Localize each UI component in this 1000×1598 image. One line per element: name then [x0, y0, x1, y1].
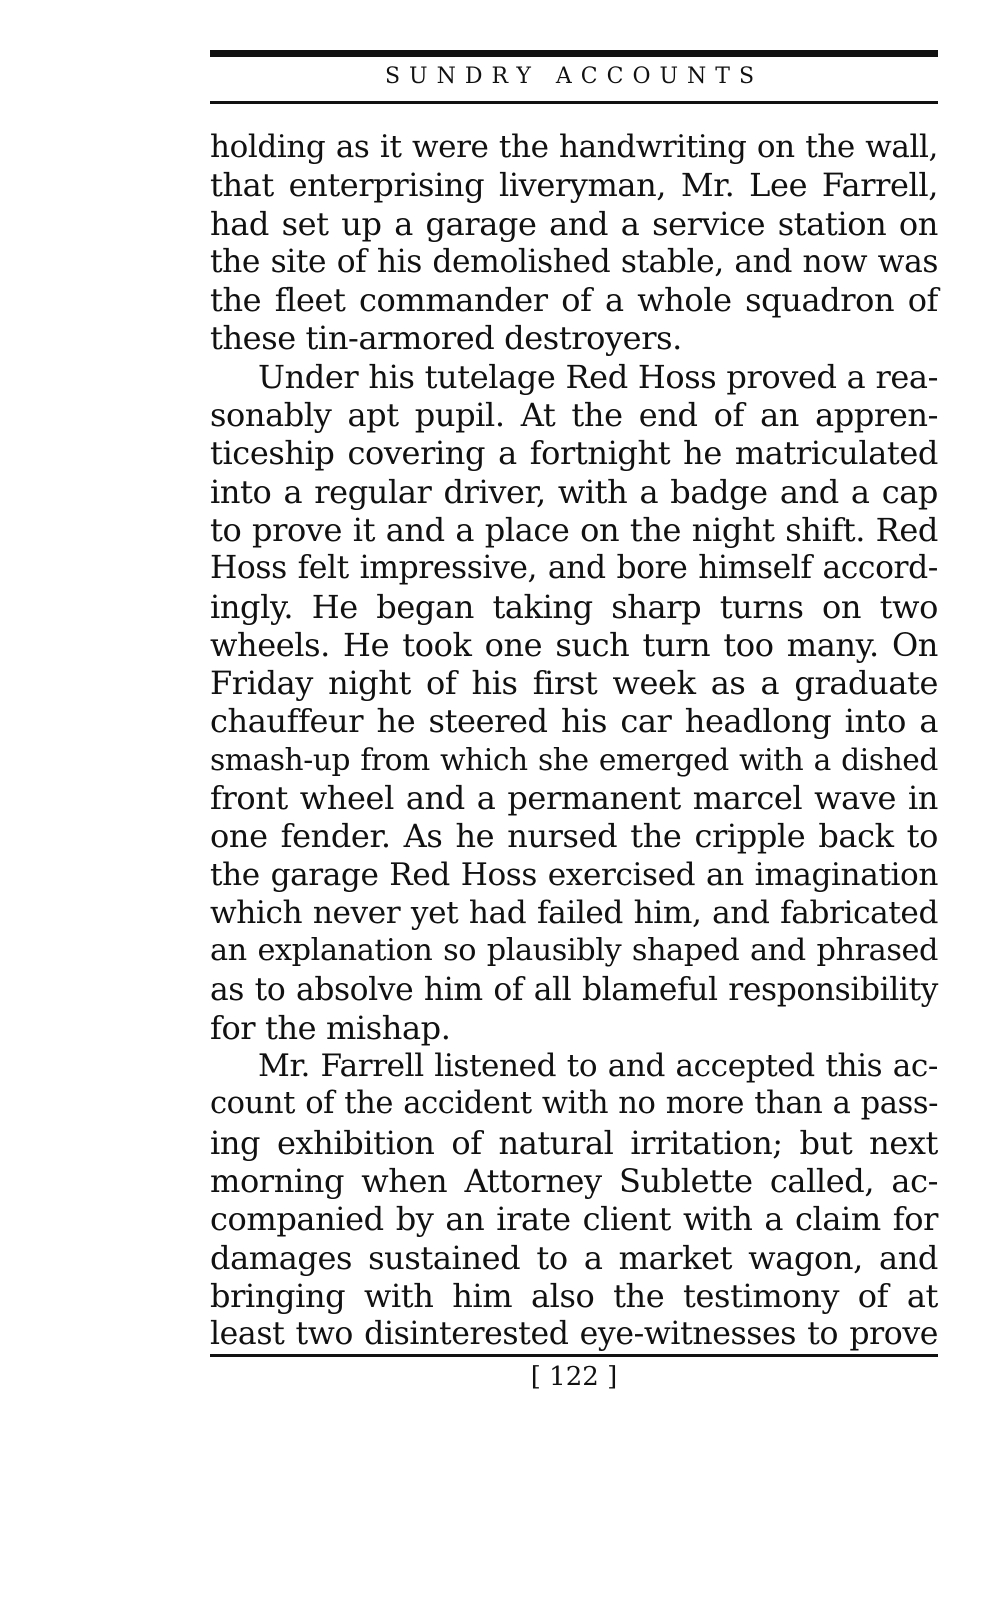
- paragraph-end-line: for the mishap.: [210, 1008, 451, 1047]
- text-line: as to absolve him of all blameful responsibility: [210, 971, 938, 1008]
- footer-rule: [210, 1354, 938, 1357]
- header-rule-thin: [210, 101, 938, 104]
- text-line: one fender. As he nursed the cripple back to: [210, 817, 938, 856]
- text-line: into a regular driver, with a badge and a cap: [210, 472, 938, 511]
- page-number: [ 122 ]: [530, 1362, 618, 1392]
- text-line: least two disinterested eye-witnesses to prove: [210, 1316, 938, 1353]
- paragraph-start-line: Mr. Farrell listened to and accepted this ac-: [258, 1048, 938, 1085]
- text-line: an explanation so plausibly shaped and phrased: [210, 933, 938, 969]
- text-line: sonably apt pupil. At the end of an appren-: [210, 396, 938, 435]
- text-line: the site of his demolished stable, and now was: [210, 243, 938, 280]
- text-line: smash-up from which she emerged with a dished: [210, 741, 938, 777]
- text-line: the garage Red Hoss exercised an imagination: [210, 856, 938, 893]
- paragraph-end-line: these tin-armored destroyers.: [210, 319, 682, 358]
- text-line: count of the accident with no more than a pass-: [210, 1086, 938, 1122]
- text-line: ticeship covering a fortnight he matriculated: [210, 434, 938, 473]
- text-line: bringing with him also the testimony of at: [210, 1276, 938, 1315]
- text-line: companied by an irate client with a claim for: [210, 1200, 938, 1239]
- text-line: Friday night of his first week as a graduate: [210, 664, 938, 703]
- text-line: holding as it were the handwriting on the wall,: [210, 129, 938, 165]
- paragraph-start-line: Under his tutelage Red Hoss proved a rea-: [258, 357, 938, 396]
- running-head: SUNDRY ACCOUNTS: [384, 64, 764, 89]
- text-line: morning when Attorney Sublette called, ac-: [210, 1162, 938, 1201]
- text-line: chauffeur he steered his car headlong into a: [210, 702, 938, 741]
- text-line: the fleet commander of a whole squadron of: [210, 281, 938, 320]
- text-line: ingly. He began taking sharp turns on two: [210, 587, 938, 626]
- header-rule-thick: [210, 50, 938, 57]
- text-line: that enterprising liveryman, Mr. Lee Farrell,: [210, 166, 938, 205]
- text-line: damages sustained to a market wagon, and: [210, 1238, 938, 1277]
- text-line: had set up a garage and a service station on: [210, 204, 938, 243]
- text-line: Hoss felt impressive, and bore himself accord-: [210, 550, 938, 587]
- text-line: to prove it and a place on the night shift. Red: [210, 510, 938, 549]
- text-line: wheels. He took one such turn too many. On: [210, 625, 938, 664]
- body-text: [210, 128, 938, 1354]
- text-line: ing exhibition of natural irritation; but next: [210, 1123, 938, 1162]
- text-line: which never yet had failed him, and fabricated: [210, 894, 938, 931]
- text-line: front wheel and a permanent marcel wave in: [210, 779, 938, 818]
